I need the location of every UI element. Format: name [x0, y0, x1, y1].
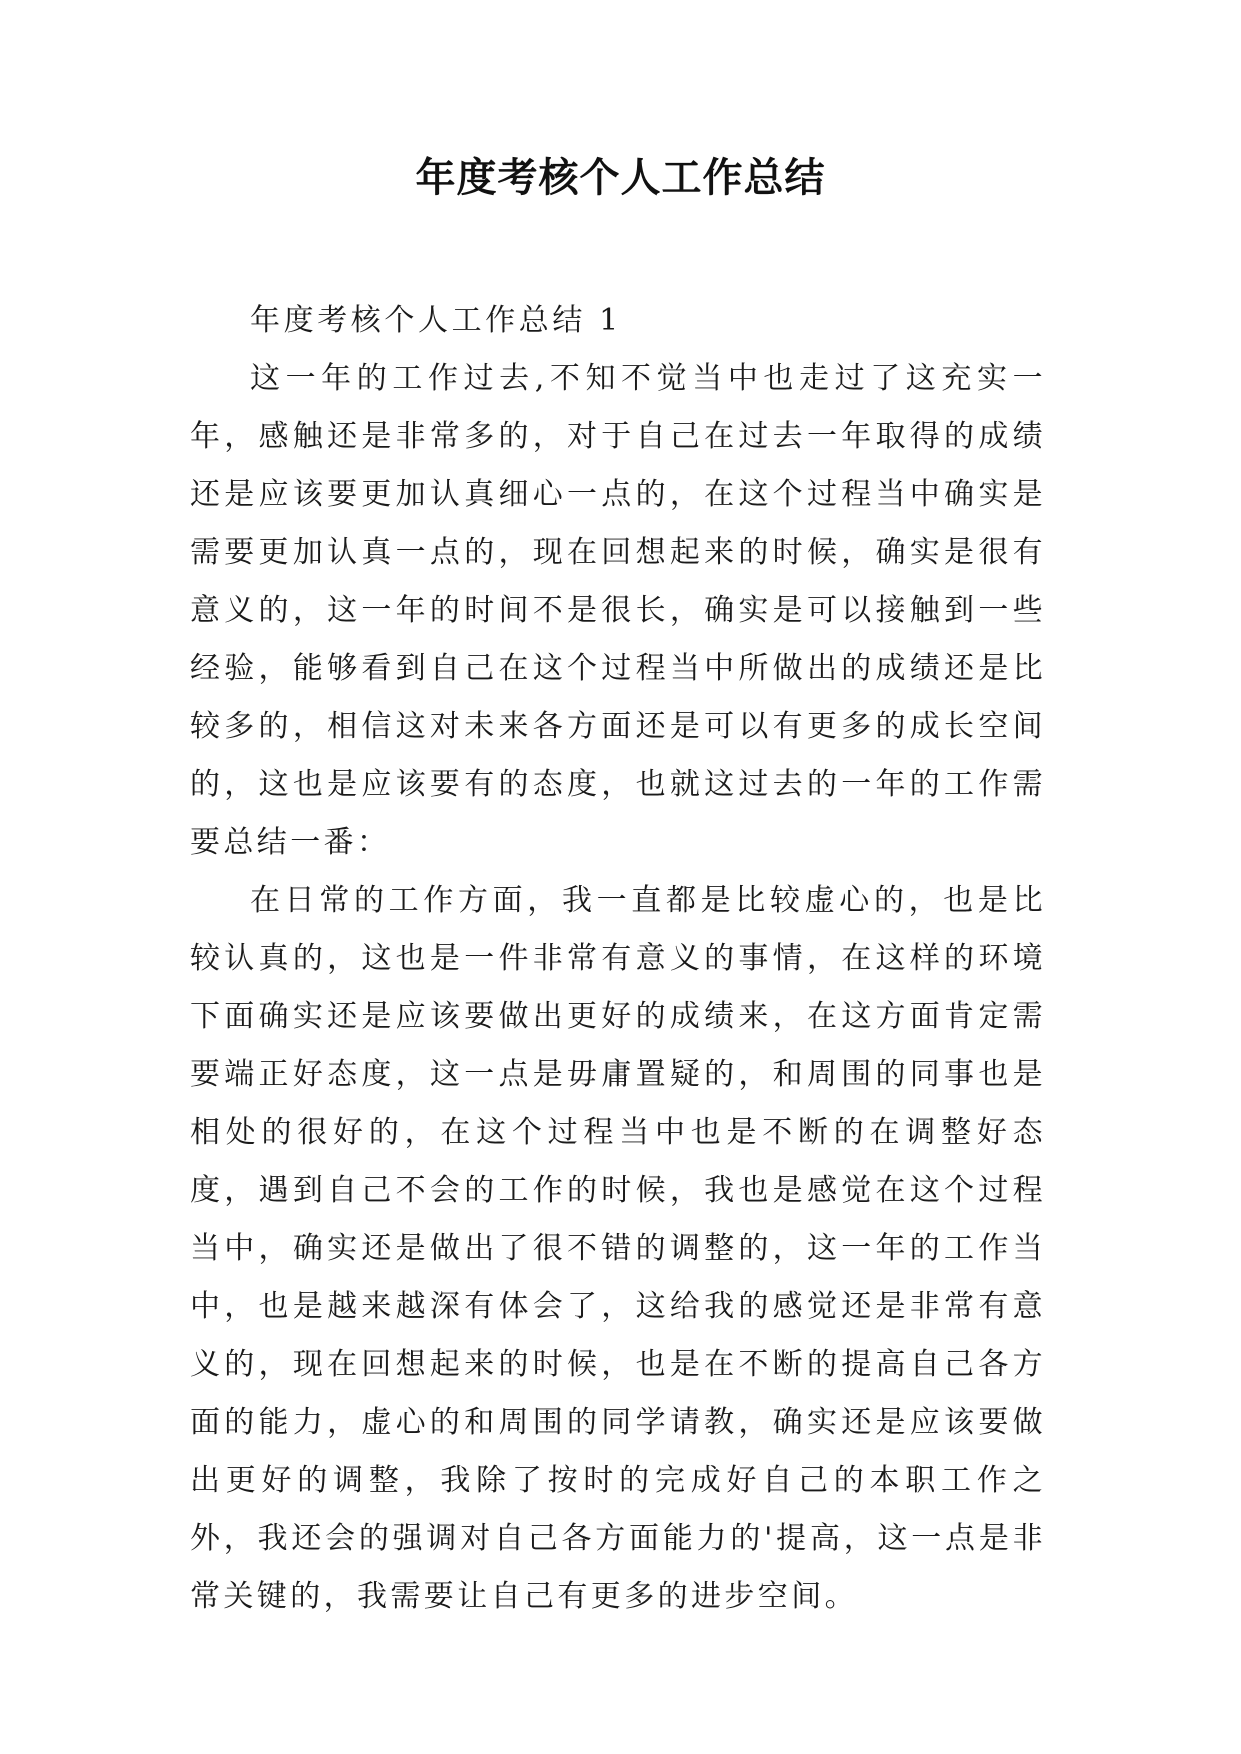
document-body: [190, 292, 1046, 1626]
paragraph-1: 这一年的工作过去,不知不觉当中也走过了这充实一年，感触还是非常多的，对于自己在过去一年取得的成绩还是应该要更加认真细心一点的，在这个过程当中确实是需要更加认真一点的，现在回想起来的时候，确实是很有意义的，这一年的时间不是很长，确实是可以接触到一些经验，能够看到自己在这个过程当中所做出的成绩还是比较多的，相信这对未来各方面还是可以有更多的成长空间的，这也是应该要有的态度，也就这过去的一年的工作需要总结一番：: [190, 361, 1046, 860]
document-title: 年度考核个人工作总结: [415, 155, 826, 201]
section-heading: 年度考核个人工作总结 1: [250, 303, 622, 338]
paragraph-2: 在日常的工作方面，我一直都是比较虚心的，也是比较认真的，这也是一件非常有意义的事情，在这样的环境下面确实还是应该要做出更好的成绩来，在这方面肯定需要端正好态度，这一点是毋庸置疑的，和周围的同事也是相处的很好的，在这个过程当中也是不断的在调整好态度，遇到自己不会的工作的时候，我也是感觉在这个过程当中，确实还是做出了很不错的调整的，这一年的工作当中，也是越来越深有体会了，这给我的感觉还是非常有意义的，现在回想起来的时候，也是在不断的提高自己各方面的能力，虚心的和周围的同学请教，确实还是应该要做出更好的调整，我除了按时的完成好自己的本职工作之外，我还会的强调对自己各方面能力的'提高，这一点是非常关键的，我需要让自己有更多的进步空间。: [190, 883, 1046, 1614]
